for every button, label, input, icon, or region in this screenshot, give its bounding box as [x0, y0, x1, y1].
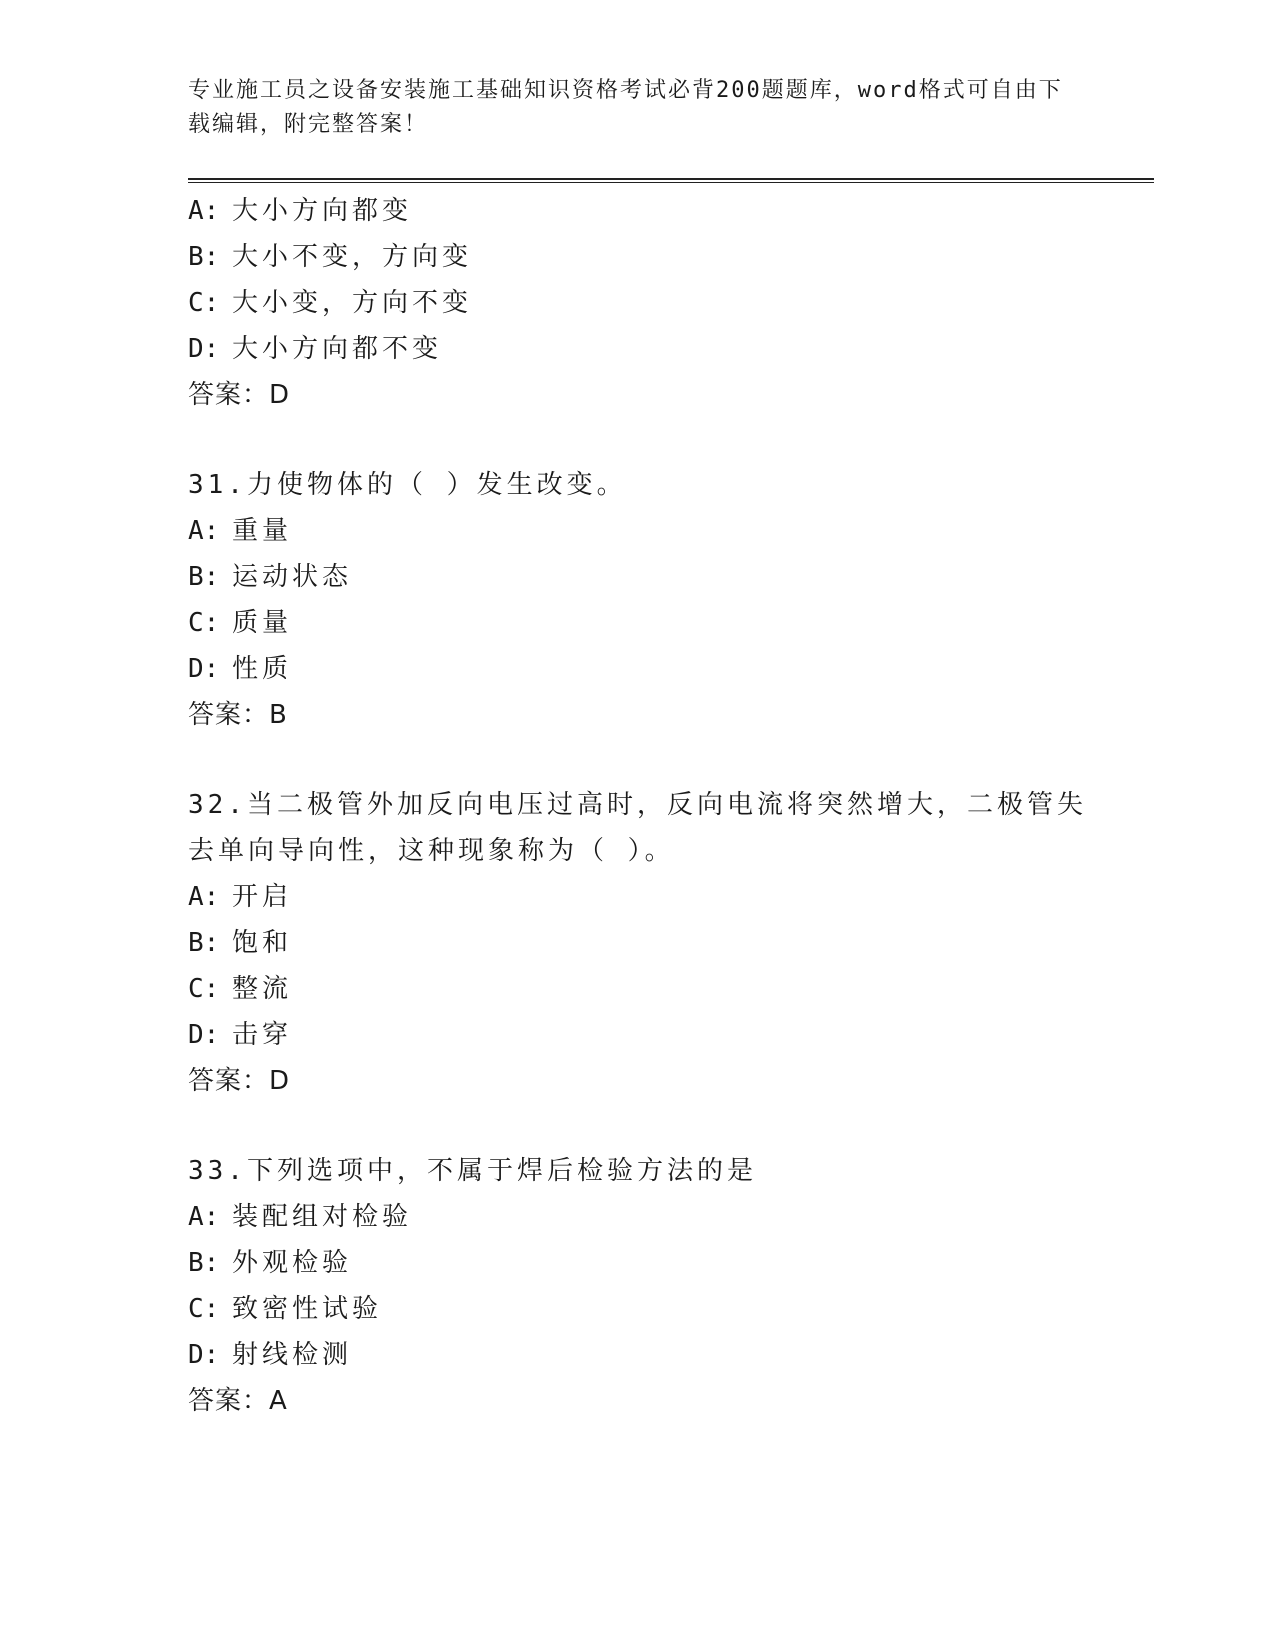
option-letter: A:: [188, 882, 220, 912]
option-text: 饱和: [232, 928, 293, 958]
option-text: 外观检验: [232, 1248, 353, 1278]
question-block-31: [188, 462, 1088, 738]
option-letter: A:: [188, 196, 220, 226]
question-list: [188, 188, 1088, 1424]
option-a: [188, 874, 1088, 920]
option-letter: D:: [188, 654, 220, 684]
answer-line: 答案：D: [188, 380, 291, 410]
option-letter: B:: [188, 1248, 220, 1278]
option-text: 装配组对检验: [232, 1202, 413, 1232]
option-text: 性质: [232, 654, 293, 684]
option-letter: D:: [188, 1340, 220, 1370]
question-stem: 31.力使物体的（ ）发生改变。: [188, 470, 627, 500]
option-letter: C:: [188, 1294, 220, 1324]
option-text: 致密性试验: [232, 1294, 383, 1324]
option-letter: C:: [188, 288, 220, 318]
option-text: 运动状态: [232, 562, 353, 592]
question-stem: 32.当二极管外加反向电压过高时，反向电流将突然增大，二极管失去单向导向性，这种现象称为（ ）。: [188, 790, 1087, 866]
option-a: [188, 1194, 1088, 1240]
option-letter: A:: [188, 1202, 220, 1232]
option-text: 射线检测: [232, 1340, 353, 1370]
option-letter: C:: [188, 974, 220, 1004]
option-letter: A:: [188, 516, 220, 546]
question-block-30: [188, 188, 1088, 418]
answer-line: 答案：D: [188, 1066, 291, 1096]
option-c: [188, 966, 1088, 1012]
option-letter: B:: [188, 928, 220, 958]
option-text: 质量: [232, 608, 293, 638]
option-b: [188, 234, 1088, 280]
option-text: 整流: [232, 974, 293, 1004]
option-letter: B:: [188, 242, 220, 272]
option-text: 击穿: [232, 1020, 293, 1050]
option-d: [188, 1012, 1088, 1058]
question-block-33: [188, 1148, 1088, 1424]
header-divider: [188, 178, 1154, 183]
option-c: [188, 1286, 1088, 1332]
option-letter: D:: [188, 1020, 220, 1050]
option-text: 大小不变，方向变: [232, 242, 473, 272]
option-text: 大小方向都变: [232, 196, 413, 226]
option-b: [188, 1240, 1088, 1286]
answer-line: 答案：A: [188, 1386, 288, 1416]
option-letter: D:: [188, 334, 220, 364]
answer-line: 答案：B: [188, 700, 288, 730]
option-d: [188, 1332, 1088, 1378]
question-block-32: [188, 782, 1088, 1104]
option-letter: C:: [188, 608, 220, 638]
option-d: [188, 646, 1088, 692]
option-letter: B:: [188, 562, 220, 592]
option-text: 大小方向都不变: [232, 334, 443, 364]
option-a: [188, 188, 1088, 234]
option-a: [188, 508, 1088, 554]
option-b: [188, 554, 1088, 600]
option-text: 开启: [232, 882, 293, 912]
option-c: [188, 600, 1088, 646]
option-b: [188, 920, 1088, 966]
question-stem: 33.下列选项中，不属于焊后检验方法的是: [188, 1156, 757, 1186]
option-d: [188, 326, 1088, 372]
document-header: 专业施工员之设备安装施工基础知识资格考试必背200题题库，word格式可自由下载编辑，附完整答案！: [188, 78, 1063, 137]
option-text: 重量: [232, 516, 293, 546]
option-c: [188, 280, 1088, 326]
option-text: 大小变，方向不变: [232, 288, 473, 318]
